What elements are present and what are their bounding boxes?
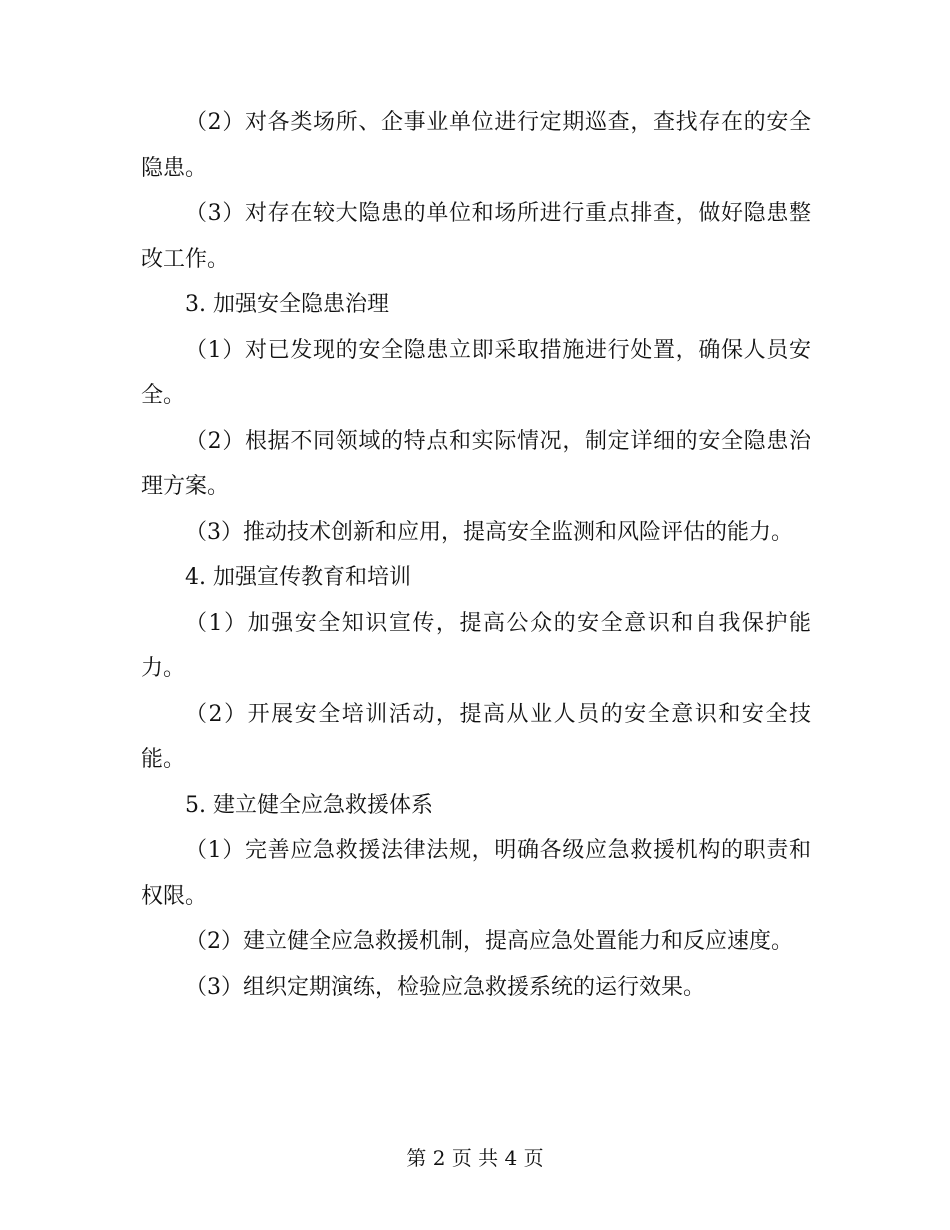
page-number-footer: 第 2 页 共 4 页 [406,1146,544,1170]
list-item: （3）组织定期演练，检验应急救援系统的运行效果。 [185,974,705,1000]
list-item: （2）根据不同领域的特点和实际情况，制定详细的安全隐患治理方案。 [141,428,811,499]
list-item: （2）对各类场所、企事业单位进行定期巡查，查找存在的安全隐患。 [141,110,811,181]
list-item: （3）对存在较大隐患的单位和场所进行重点排查，做好隐患整改工作。 [141,201,811,272]
list-item: （1）对已发现的安全隐患立即采取措施进行处置，确保人员安全。 [141,337,811,408]
section-heading: 3. 加强安全隐患治理 [185,292,389,317]
list-item: （2）开展安全培训活动，提高从业人员的安全意识和安全技能。 [141,701,811,772]
list-item: （2）建立健全应急救援机制，提高应急处置能力和反应速度。 [185,929,793,954]
section-heading: 4. 加强宣传教育和培训 [185,565,411,590]
list-item: （1）加强安全知识宣传，提高公众的安全意识和自我保护能力。 [141,610,811,681]
section-heading: 5. 建立健全应急救援体系 [185,792,433,818]
list-item: （1）完善应急救援法律法规，明确各级应急救援机构的职责和权限。 [141,838,811,909]
list-item: （3）推动技术创新和应用，提高安全监测和风险评估的能力。 [185,519,793,545]
document-body [141,100,811,1010]
